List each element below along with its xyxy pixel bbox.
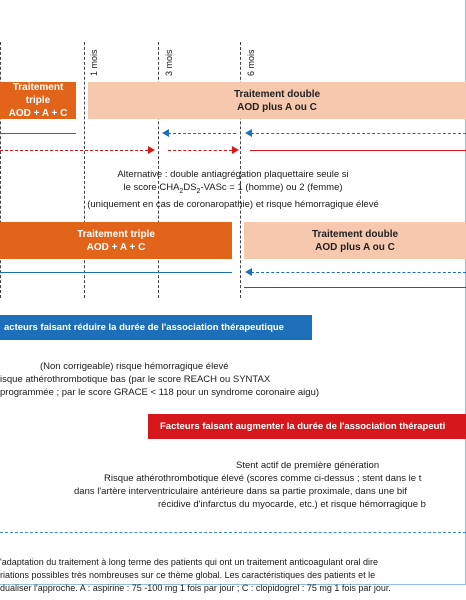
reduce-line-3: programmée ; par le score GRACE < 118 pour un syndrome coronaire aigu)	[0, 387, 320, 398]
tick-label-6mois: 6 mois	[246, 49, 256, 76]
scenario1-triple-title: Traitement triple	[12, 82, 64, 106]
scenario1-triple-subtitle: AOD + A + C	[8, 108, 68, 119]
tick-label-1mois: 1 mois	[89, 49, 99, 76]
alternative-line2: le score $CHA_2DS_2$-VASc = 1 (homme) ou 2 (femme)	[123, 182, 343, 195]
reduce-line-2: isque athérothrombotique bas (par le score REACH ou SYNTAX	[0, 374, 271, 385]
increase-factors-list	[0, 459, 466, 511]
caption-divider	[0, 532, 466, 533]
increase-line-2: Risque athérothrombotique élevé (scores comme ci-dessus ; stent dans le t	[104, 473, 422, 484]
scenario1-red-arrow-3mois	[0, 150, 148, 151]
scenario2-triple-box	[0, 222, 232, 259]
reduce-factors-title: acteurs faisant réduire la durée de l'association thérapeutique	[4, 322, 284, 333]
alternative-line3: (uniquement en cas de coronaropathie) et risque hémorragique élevé	[87, 198, 379, 210]
scenario2-double-box	[244, 222, 466, 259]
increase-factors-title: Facteurs faisant augmenter la durée de l'association thérapeuti	[160, 421, 446, 432]
scenario2-blue-line-left	[0, 272, 232, 273]
tick-label-3mois: 3 mois	[164, 49, 174, 76]
scenario1-double-title: Traitement double	[233, 88, 321, 100]
caption-line-2: riations possibles très nombreuses sur ce thème global. Les caractéristiques des patients et le	[0, 570, 376, 580]
scenario1-blue-arrow-3mois	[168, 133, 236, 134]
alternative-note	[0, 168, 466, 211]
scenario2-triple-subtitle: AOD + A + C	[86, 241, 146, 253]
increase-line-1: Stent actif de première génération	[236, 460, 380, 471]
reduce-line-1: (Non corrigeable) risque hémorragique élevé	[40, 361, 229, 372]
increase-factors-banner	[148, 414, 466, 439]
alternative-line1: Alternative : double antiagrégation plaquettaire seule si	[117, 169, 349, 180]
increase-line-4: récidive d'infarctus du myocarde, etc.) et risque hémorragique b	[158, 499, 426, 510]
scenario1-blue-arrow-6mois	[251, 133, 466, 134]
figure-caption	[0, 556, 466, 595]
scenario1-triple-box	[0, 82, 76, 119]
scenario1-double-subtitle: AOD plus A ou C	[237, 101, 317, 113]
reduce-factors-list	[0, 360, 466, 399]
scenario1-red-arrowhead-6mois	[232, 146, 239, 154]
reduce-factors-banner	[0, 315, 312, 340]
scenario2-triple-title: Traitement triple	[77, 228, 155, 240]
scenario1-double-box	[88, 82, 466, 119]
caption-line-3: dualiser l'approche. A : aspirine : 75 -100 mg 1 fois par jour ; C : clopidogrel : 75 mg 1 fois par jour.	[0, 583, 391, 593]
scenario1-red-arrow-6mois	[168, 150, 232, 151]
scenario1-blue-line-left	[0, 133, 76, 134]
scenario1-red-line-right	[250, 150, 466, 151]
increase-line-3: dans l'artère interventriculaire antérieure dans sa partie proximale, dans une bif	[74, 486, 407, 497]
scenario2-double-title: Traitement double	[311, 228, 399, 240]
caption-line-1: 'adaptation du traitement à long terme des patients qui ont un traitement anticoagulant oral dire	[0, 557, 378, 567]
scenario2-double-subtitle: AOD plus A ou C	[315, 241, 395, 253]
scenario2-blue-arrow-6mois	[251, 272, 466, 273]
scenario2-red-line-right	[244, 287, 466, 288]
scenario1-red-arrowhead-3mois	[148, 146, 155, 154]
